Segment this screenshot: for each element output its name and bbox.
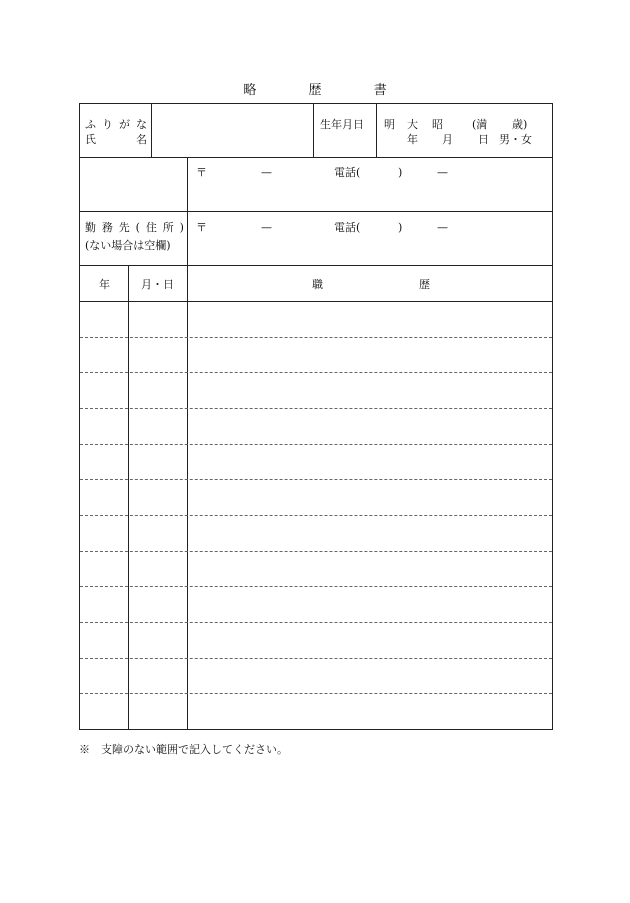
work-label-char-4: ( xyxy=(135,221,140,234)
work-label-char-5: 住 xyxy=(145,221,157,234)
title-char-2: 歴 xyxy=(308,83,322,98)
history-row-separator xyxy=(80,586,552,587)
furigana-label xyxy=(85,118,147,131)
rule-address-sep xyxy=(187,157,188,729)
history-row-separator xyxy=(80,479,552,480)
birth-date-label: 生年月日 xyxy=(320,118,364,131)
rule-under-address-row xyxy=(80,211,552,212)
work-label-char-1: 勤 xyxy=(85,221,96,234)
history-row-separator xyxy=(80,622,552,623)
phone-close: ) xyxy=(398,166,403,179)
phone-label: 電話( xyxy=(334,166,361,179)
history-row-separator xyxy=(80,408,552,409)
rule-birth-label-right xyxy=(376,104,377,157)
history-career-header-2: 歴 xyxy=(419,278,430,291)
era-taisho[interactable]: 大 xyxy=(407,118,418,131)
history-row-separator xyxy=(80,658,552,659)
work-postal-dash: — xyxy=(261,221,272,234)
name-label xyxy=(85,133,147,146)
work-label-note: (ない場合は空欄) xyxy=(85,239,171,252)
work-label-char-6: 所 xyxy=(162,221,174,234)
rule-under-history-header xyxy=(80,301,552,302)
resume-form-frame xyxy=(79,103,553,730)
history-row-separator xyxy=(80,515,552,516)
history-row-separator xyxy=(80,693,552,694)
rule-under-work-row xyxy=(80,265,552,266)
age-close-label: 歳) xyxy=(512,118,528,131)
history-row-separator xyxy=(80,444,552,445)
birth-day-label: 日 xyxy=(478,133,489,146)
era-showa[interactable]: 昭 xyxy=(432,118,443,131)
history-year-header: 年 xyxy=(99,278,110,291)
furigana-label-char-1: ふ xyxy=(85,118,96,131)
work-label-char-7: ) xyxy=(179,221,184,234)
furigana-label-char-2: り xyxy=(102,118,113,131)
name-label-char-2: 名 xyxy=(136,133,147,146)
rule-birth-label-left xyxy=(313,104,314,157)
phone-dash: — xyxy=(437,166,448,179)
history-month-day-header: 月・日 xyxy=(141,278,174,291)
title-char-1: 略 xyxy=(243,83,257,98)
work-postal-mark: 〒 xyxy=(196,221,207,234)
work-label-char-2: 務 xyxy=(101,221,113,234)
furigana-label-char-3: が xyxy=(119,118,130,131)
footnote: ※ 支障のない範囲で記入してください。 xyxy=(79,743,288,756)
birth-year-label: 年 xyxy=(407,133,418,146)
birth-month-label: 月 xyxy=(442,133,453,146)
work-phone-close: ) xyxy=(398,221,403,234)
document-title xyxy=(0,79,630,98)
history-row-separator xyxy=(80,551,552,552)
work-phone-dash: — xyxy=(437,221,448,234)
rule-under-name-row xyxy=(80,157,552,158)
history-row-separator xyxy=(80,337,552,338)
rule-history-year-sep xyxy=(128,265,129,729)
history-career-header-1: 職 xyxy=(312,278,323,291)
era-meiji[interactable]: 明 xyxy=(384,118,395,131)
work-label-char-3: 先 xyxy=(118,221,130,234)
history-row-separator xyxy=(80,372,552,373)
age-open-label: (満 xyxy=(472,118,488,131)
furigana-label-char-4: な xyxy=(136,118,147,131)
rule-name-label-sep xyxy=(151,104,152,157)
gender-option[interactable]: 男・女 xyxy=(499,133,532,146)
postal-mark: 〒 xyxy=(196,166,207,179)
name-label-char-1: 氏 xyxy=(85,133,96,146)
postal-dash: — xyxy=(261,166,272,179)
work-label xyxy=(85,221,184,234)
furigana-value-field[interactable] xyxy=(153,106,311,155)
title-char-3: 書 xyxy=(373,83,387,98)
work-phone-label: 電話( xyxy=(334,221,361,234)
